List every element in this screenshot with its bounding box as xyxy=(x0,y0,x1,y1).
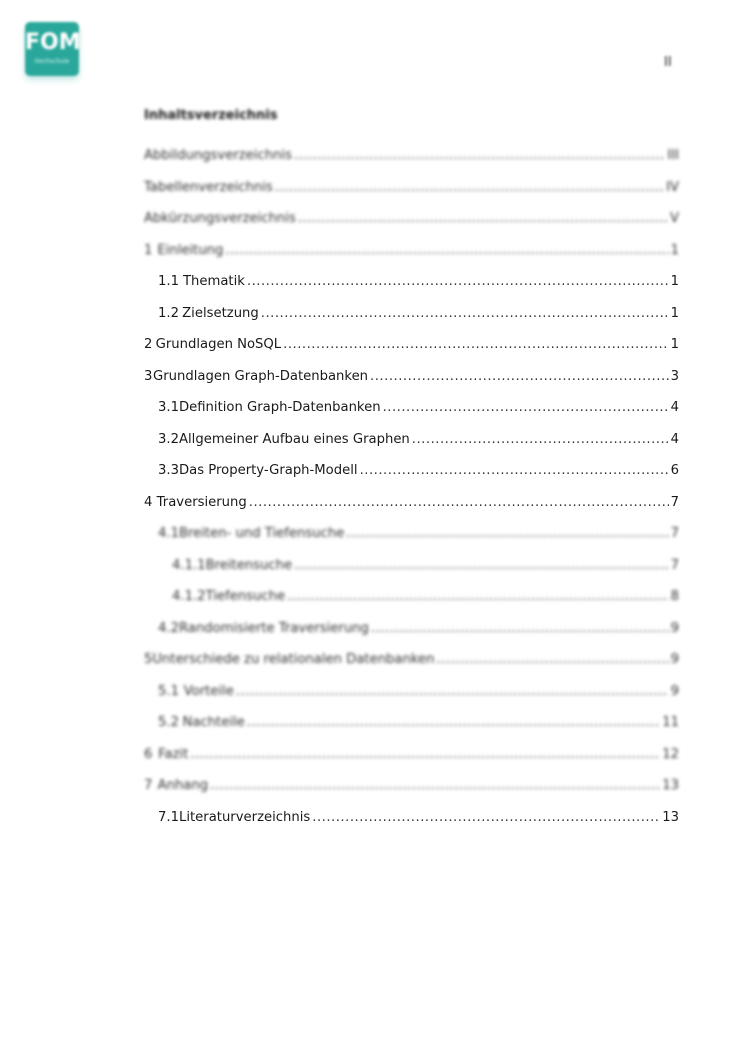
toc-entry-number: 3 xyxy=(144,368,153,384)
dot-leader xyxy=(383,398,669,418)
toc-entry-number: 5 xyxy=(144,652,153,667)
toc-entry-title: Tabellenverzeichnis xyxy=(144,179,273,195)
logo-text: FOM xyxy=(25,30,81,55)
toc-entry[interactable] xyxy=(144,146,679,166)
dot-leader xyxy=(294,146,665,166)
toc-entry-number: 4.1.1 xyxy=(172,557,206,573)
dot-leader xyxy=(371,619,669,639)
dot-leader xyxy=(294,556,668,576)
dot-leader xyxy=(247,272,669,292)
toc-entry-page: 9 xyxy=(670,683,679,699)
toc-entry-page: IV xyxy=(666,179,679,195)
dot-leader xyxy=(261,304,669,324)
toc-entry-number: 2 xyxy=(144,337,153,352)
toc-entry-title: Definition Graph-Datenbanken xyxy=(178,400,381,415)
toc-entry-title: Unterschiede zu relationalen Datenbanken xyxy=(152,652,435,667)
dot-leader xyxy=(298,209,668,229)
fom-logo xyxy=(25,22,79,76)
toc-entry[interactable] xyxy=(144,178,679,198)
toc-entry[interactable] xyxy=(158,398,679,418)
toc-entry[interactable] xyxy=(144,650,679,670)
toc-entry-page: 13 xyxy=(662,778,679,793)
toc-entry-title: Zielsetzung xyxy=(182,305,259,321)
toc-entry-number: 3.3 xyxy=(158,463,179,478)
toc-entry-title: Randomisierte Traversierung xyxy=(178,620,369,636)
toc-entry-page: III xyxy=(667,148,679,163)
toc-entry-title: Nachteile xyxy=(182,715,245,730)
toc-entry-number: 1.1 xyxy=(158,274,179,289)
toc-entry-page: 1 xyxy=(670,274,679,289)
toc-entry[interactable] xyxy=(144,367,679,387)
toc-entry-number: 7 xyxy=(144,778,153,793)
toc-entry[interactable] xyxy=(144,745,679,765)
page-number: II xyxy=(664,55,672,70)
toc-entry-title: Das Property-Graph-Modell xyxy=(178,463,358,478)
toc-entry-page: 1 xyxy=(670,305,679,321)
toc-entry-page: 1 xyxy=(670,337,679,352)
toc-entry-number: 5.2 xyxy=(158,715,179,730)
toc-entry-page: 13 xyxy=(662,809,679,825)
toc-entry-title: Thematik xyxy=(182,274,245,289)
toc-entry[interactable] xyxy=(158,682,679,702)
toc-entry[interactable] xyxy=(144,335,679,355)
dot-leader xyxy=(287,587,669,607)
toc-entry-number: 1.2 xyxy=(158,305,179,321)
toc-entry[interactable] xyxy=(144,776,679,796)
toc-entry-number: 5.1 xyxy=(158,683,179,699)
dot-leader xyxy=(247,713,660,733)
toc-entry-number: 4.1.2 xyxy=(172,589,206,604)
toc-entry-page: 7 xyxy=(670,526,679,541)
toc-entry-title: Anhang xyxy=(157,778,209,793)
toc-entry-title: Allgemeiner Aufbau eines Graphen xyxy=(178,431,410,447)
toc-entry[interactable] xyxy=(172,587,679,607)
dot-leader xyxy=(249,493,669,513)
toc-entry-page: 3 xyxy=(670,368,679,384)
toc-entry-title: Breiten- und Tiefensuche xyxy=(178,526,345,541)
toc-entry-number: 6 xyxy=(144,746,153,762)
toc-entry-title: Traversierung xyxy=(156,494,247,510)
toc-entry-page: 11 xyxy=(662,715,679,730)
toc-entry-page: 7 xyxy=(670,494,679,510)
toc-entry-number: 4.2 xyxy=(158,620,179,636)
toc-entry-page: 9 xyxy=(670,652,679,667)
toc-entry-title: Breitensuche xyxy=(205,557,293,573)
toc-entry[interactable] xyxy=(144,209,679,229)
toc-entry-title: Tiefensuche xyxy=(205,589,286,604)
toc-entry-page: 4 xyxy=(670,400,679,415)
toc-entry-number: 4.1 xyxy=(158,526,179,541)
toc-entry-number: 1 xyxy=(144,242,153,258)
toc-entry-title: Grundlagen Graph-Datenbanken xyxy=(153,368,369,384)
toc-entry[interactable] xyxy=(158,713,679,733)
toc-entry[interactable] xyxy=(158,461,679,481)
toc-entry-title: Fazit xyxy=(158,746,189,762)
toc-entry-number: 7.1 xyxy=(158,809,179,825)
dot-leader xyxy=(370,367,669,387)
dot-leader xyxy=(360,461,669,481)
toc-entry-title: Abkürzungsverzeichnis xyxy=(144,211,296,226)
toc-entry[interactable] xyxy=(158,272,679,292)
toc-entry-page: 4 xyxy=(670,431,679,447)
toc-entry[interactable] xyxy=(158,304,679,324)
toc-entry-page: 9 xyxy=(670,620,679,636)
toc-entry-page: 7 xyxy=(670,557,679,573)
toc-heading: Inhaltsverzeichnis xyxy=(144,108,278,123)
dot-leader xyxy=(225,241,668,261)
dot-leader xyxy=(275,178,664,198)
toc-entry-page: 12 xyxy=(662,746,679,762)
toc-entry-title: Vorteile xyxy=(183,683,234,699)
toc-entry[interactable] xyxy=(144,493,679,513)
toc-entry-page: 1 xyxy=(670,242,679,258)
toc-entry-number: 3.2 xyxy=(158,431,179,447)
dot-leader xyxy=(283,335,668,355)
toc-entry[interactable] xyxy=(144,241,679,261)
toc-entry[interactable] xyxy=(158,524,679,544)
toc-entry-page: 8 xyxy=(670,589,679,604)
toc-entry[interactable] xyxy=(158,808,679,828)
toc-entry-number: 3.1 xyxy=(158,400,179,415)
dot-leader xyxy=(412,430,669,450)
toc-entry-number: 4 xyxy=(144,494,153,510)
toc-entry[interactable] xyxy=(158,430,679,450)
dot-leader xyxy=(312,808,660,828)
dot-leader xyxy=(190,745,660,765)
toc-entry-title: Abbildungsverzeichnis xyxy=(144,148,292,163)
toc-entry[interactable] xyxy=(172,556,679,576)
toc-entry-page: 6 xyxy=(670,463,679,478)
logo-subtext: Hochschule xyxy=(34,58,70,65)
toc-entry-title: Einleitung xyxy=(157,242,224,258)
toc-entry[interactable] xyxy=(158,619,679,639)
dot-leader xyxy=(210,776,660,796)
dot-leader xyxy=(437,650,669,670)
toc-entry-page: V xyxy=(669,211,679,226)
toc-entry-title: Grundlagen NoSQL xyxy=(155,337,282,352)
toc-entry-title: Literaturverzeichnis xyxy=(178,809,311,825)
dot-leader xyxy=(346,524,668,544)
dot-leader xyxy=(236,682,669,702)
